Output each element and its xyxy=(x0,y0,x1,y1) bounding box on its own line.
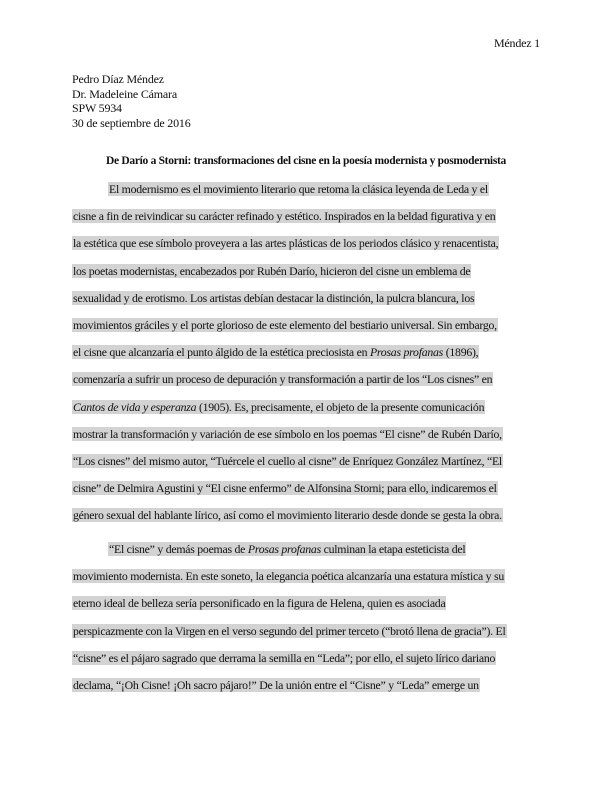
text-run: declama, “¡Oh Cisne! ¡Oh sacro pájaro!” De la unión entre el “Cisne” y “Leda” emerge un xyxy=(73,678,479,692)
highlighted-text xyxy=(72,678,480,692)
highlighted-text xyxy=(72,427,503,441)
italic-title: Prosas profanas xyxy=(247,542,321,556)
text-run: la estética que ese símbolo proveyera a las artes plásticas de los periodos clásico y renacentista, xyxy=(73,236,499,251)
text-run: (1905). Es, precisamente, el objeto de la presente comunicación xyxy=(196,399,485,414)
italic-title: Prosas profanas xyxy=(369,345,444,360)
highlighted-text xyxy=(108,542,466,556)
text-line xyxy=(72,182,489,196)
highlighted-text xyxy=(72,400,485,414)
document-date: 30 de septiembre de 2016 xyxy=(72,115,191,130)
highlighted-text xyxy=(72,209,496,223)
text-run: cisne” de Delmira Agustini y “El cisne enfermo” de Alfonsina Storni; para ello, indicaremos el xyxy=(73,481,497,496)
text-run: eterno ideal de belleza sería personificado en la figura de Helena, quien es asociada xyxy=(73,596,446,611)
text-line xyxy=(72,400,485,414)
text-run: El modernismo es el movimiento literario que retoma la clásica leyenda de Leda y el xyxy=(109,182,488,196)
highlighted-text xyxy=(72,651,496,665)
highlighted-text xyxy=(72,291,475,305)
text-run: culminan la etapa esteticista del xyxy=(320,542,466,556)
highlighted-text xyxy=(72,454,503,468)
instructor-name: Dr. Madeleine Cámara xyxy=(72,86,177,101)
text-run: el cisne que alcanzaría el punto álgido de la estética preciosista en xyxy=(73,345,370,360)
text-run: “cisne” es el pájaro sagrado que derrama la semilla en “Leda”; por ello, el sujeto lírico dariano xyxy=(73,650,496,665)
text-line xyxy=(72,481,498,495)
course-code: SPW 5934 xyxy=(72,101,122,115)
highlighted-text xyxy=(72,345,479,359)
text-line xyxy=(72,596,446,610)
highlighted-text xyxy=(72,508,503,522)
text-run: comenzaría a sufrir un proceso de depuración y transformación a partir de los “Los cisnes” en xyxy=(73,372,493,387)
text-line xyxy=(72,236,499,250)
author-name: Pedro Díaz Méndez xyxy=(72,72,164,86)
highlighted-text xyxy=(72,372,493,386)
text-line xyxy=(72,508,503,522)
text-run: los poetas modernistas, encabezados por Rubén Darío, hicieron del cisne un emblema de xyxy=(73,263,471,278)
text-line xyxy=(72,427,503,441)
text-line xyxy=(72,345,479,359)
highlighted-text xyxy=(72,236,499,250)
text-line xyxy=(72,318,498,332)
text-line xyxy=(72,209,496,223)
text-run: cisne a fin de reivindicar su carácter refinado y estético. Inspirados en la beldad figurativa y en xyxy=(73,209,496,224)
text-run: “Los cisnes” del mismo autor, “Tuércele el cuello al cisne” de Enríquez González Martínez, “El xyxy=(73,454,502,468)
mla-heading xyxy=(72,72,191,130)
text-line xyxy=(72,678,480,692)
text-line xyxy=(72,291,475,305)
highlighted-text xyxy=(72,569,505,583)
text-line xyxy=(72,454,503,468)
highlighted-text xyxy=(72,624,507,638)
essay-title: De Darío a Storni: transformaciones del cisne en la poesía modernista y posmodernista xyxy=(106,155,506,167)
text-run: mostrar la transformación y variación de ese símbolo en los poemas “El cisne” de Rubén Darío, xyxy=(73,426,502,441)
highlighted-text xyxy=(72,481,498,495)
text-line xyxy=(72,624,507,638)
highlighted-text xyxy=(72,264,471,278)
text-line xyxy=(72,264,471,278)
text-line xyxy=(72,372,493,386)
highlighted-text xyxy=(72,596,446,610)
text-run: género sexual del hablante lírico, así como el movimiento literario desde donde se gesta la obra. xyxy=(73,508,502,523)
highlighted-text xyxy=(108,182,489,196)
text-run: “El cisne” y demás poemas de xyxy=(109,542,248,556)
text-line xyxy=(72,542,466,556)
text-run: sexualidad y de erotismo. Los artistas debían destacar la distinción, la pulcra blancura, los xyxy=(73,290,475,305)
italic-title: Cantos de vida y esperanza xyxy=(73,399,197,414)
text-line xyxy=(72,651,496,665)
text-run: movimiento modernista. En este soneto, la elegancia poética alcanzaría una estatura mística y su xyxy=(73,569,504,584)
running-head: Méndez 1 xyxy=(493,36,540,50)
text-run: (1896), xyxy=(443,345,479,360)
text-run: movimientos gráciles y el porte glorioso de este elemento del bestiario universal. Sin embargo, xyxy=(73,318,497,332)
text-run: perspicazmente con la Virgen en el verso segundo del primer terceto (“brotó llena de gracia”). El xyxy=(73,623,506,638)
text-line xyxy=(72,569,505,583)
highlighted-text xyxy=(72,318,498,332)
